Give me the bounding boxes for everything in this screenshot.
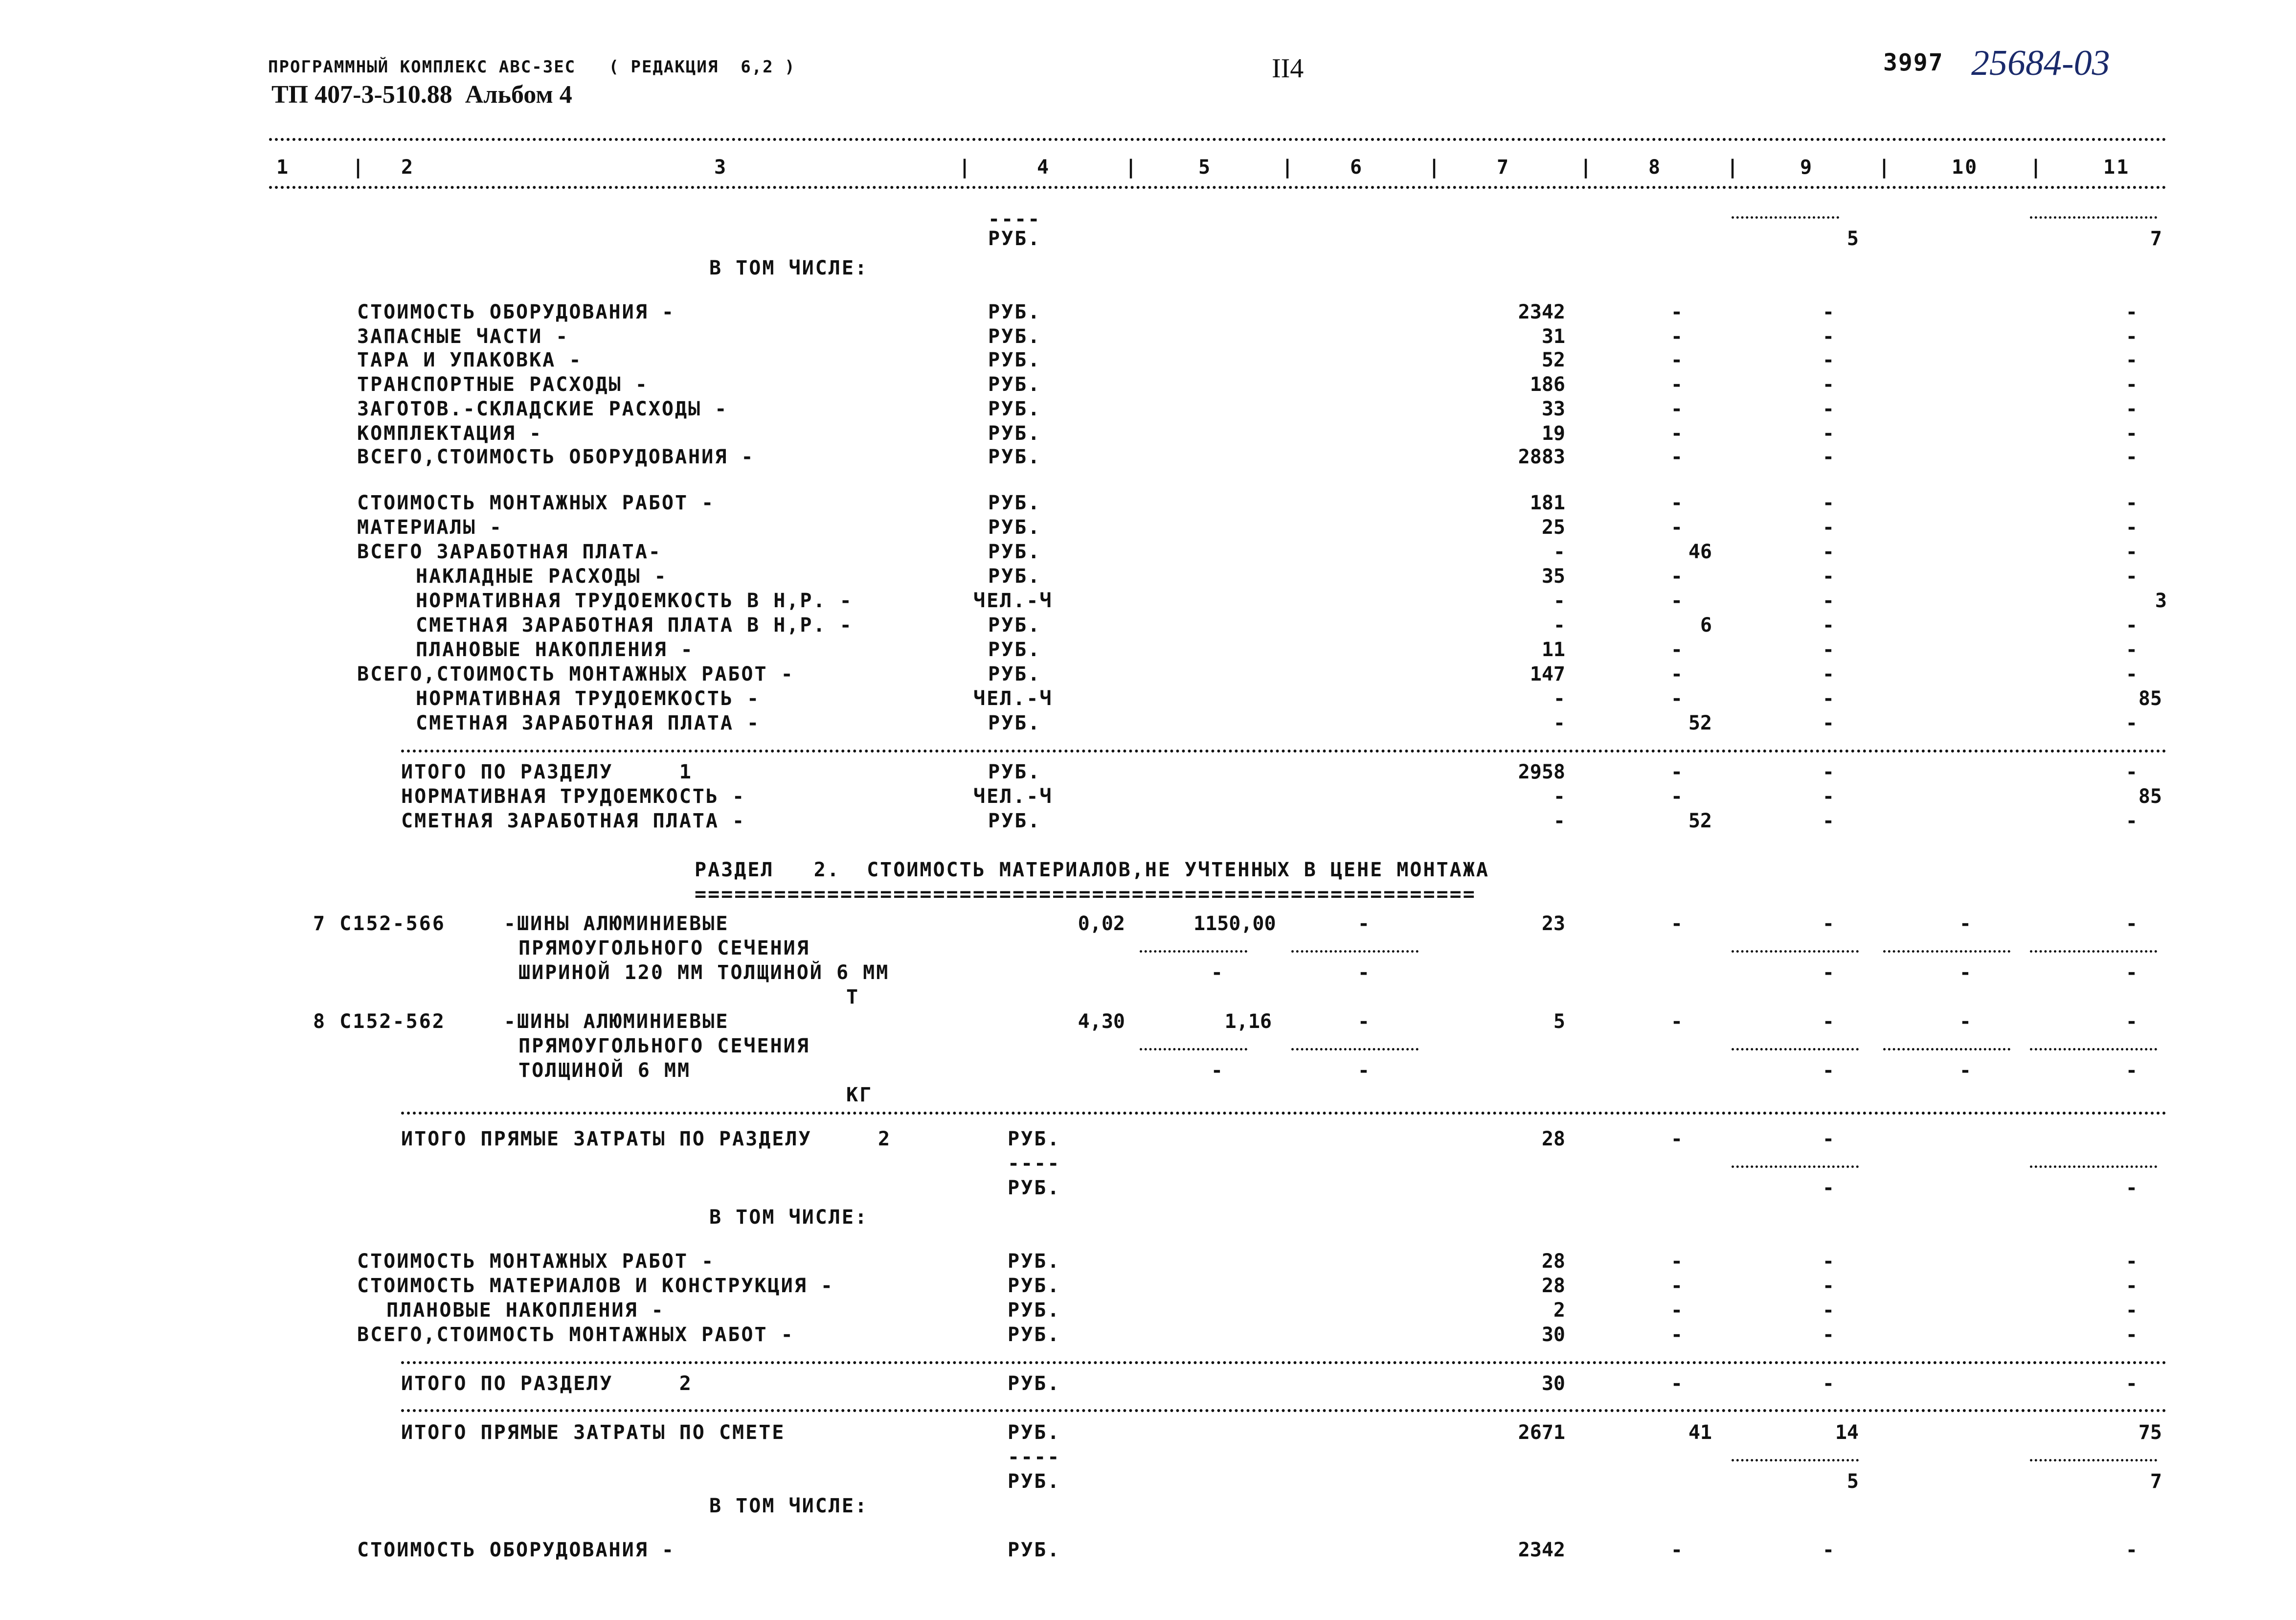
table-row-text: Т (846, 986, 860, 1008)
table-cell-value: 23 (1541, 913, 1565, 935)
table-cell-value: - (1822, 1275, 1834, 1297)
table-cell-value: - (1670, 761, 1683, 783)
table-row-text: РУБ. (988, 516, 1041, 539)
column-separator: | (352, 156, 366, 179)
column-header-4: 4 (1037, 156, 1051, 179)
table-cell-value: - (1822, 1059, 1834, 1082)
table-cell-value: - (1822, 516, 1834, 539)
table-row-text: ---- (1008, 1446, 1061, 1468)
table-row-text: МАТЕРИАЛЫ - (357, 516, 503, 539)
table-row-text: СМЕТНАЯ ЗАРАБОТНАЯ ПЛАТА - (416, 712, 761, 734)
subtotal-rule (1883, 1048, 2010, 1050)
table-cell-value: 1150,00 (1193, 913, 1276, 935)
table-cell-value: - (1822, 639, 1834, 661)
subtotal-rule (2030, 1165, 2157, 1168)
table-cell-value: 2 (1553, 1299, 1565, 1322)
table-cell-value: - (2125, 516, 2138, 539)
table-cell-value: - (2125, 1177, 2138, 1199)
table-cell-value: - (2125, 446, 2138, 468)
table-cell-value: - (1357, 961, 1370, 984)
table-row-text: ЧЕЛ.-Ч (973, 687, 1053, 710)
table-cell-value: - (1822, 1250, 1834, 1273)
table-cell-value: 46 (1688, 541, 1712, 563)
table-cell-value: 2958 (1518, 761, 1565, 783)
rule-top (269, 138, 2167, 141)
table-row-text: РУБ. (988, 349, 1041, 371)
table-row-text: РУБ. (1008, 1323, 1061, 1346)
table-row-text: ЗАГОТОВ.-СКЛАДСКИЕ РАСХОДЫ - (357, 398, 728, 420)
table-row-text: ПЛАНОВЫЕ НАКОПЛЕНИЯ - (416, 639, 694, 661)
table-cell-value: - (2125, 810, 2138, 832)
table-cell-value: - (2125, 639, 2138, 661)
table-row-text: ИТОГО ПО РАЗДЕЛУ 2 (401, 1372, 693, 1395)
table-row-text: КОМПЛЕКТАЦИЯ - (357, 422, 543, 445)
table-cell-value: - (1822, 422, 1834, 445)
table-cell-value: - (1670, 913, 1683, 935)
table-row-text: РУБ. (1008, 1128, 1061, 1150)
table-row-text: ---- (988, 208, 1041, 230)
table-cell-value: - (2125, 422, 2138, 445)
column-separator: | (1727, 156, 1740, 179)
table-row-text: ЧЕЛ.-Ч (973, 590, 1053, 612)
column-separator: | (1428, 156, 1442, 179)
table-row-text: ПЛАНОВЫЕ НАКОПЛЕНИЯ - (386, 1299, 665, 1322)
table-row-text: -ШИНЫ АЛЮМИНИЕВЫЕ (504, 1010, 729, 1033)
table-cell-value: - (2125, 1275, 2138, 1297)
table-cell-value: - (1670, 516, 1683, 539)
table-row-text: ПРЯМОУГОЛЬНОГО СЕЧЕНИЯ (518, 1035, 810, 1057)
column-header-7: 7 (1497, 156, 1510, 179)
table-cell-value: 4,30 (1078, 1010, 1125, 1033)
column-header-8: 8 (1648, 156, 1662, 179)
column-header-3: 3 (714, 156, 728, 179)
table-cell-value: 6 (1700, 614, 1712, 637)
table-cell-value: - (1670, 1128, 1683, 1150)
table-cell-value: 0,02 (1078, 913, 1125, 935)
table-row-text: ПРЯМОУГОЛЬНОГО СЕЧЕНИЯ (518, 937, 810, 959)
table-cell-value: - (2125, 398, 2138, 420)
table-cell-value: - (1822, 492, 1834, 514)
table-cell-value: - (1822, 1177, 1834, 1199)
table-cell-value: - (1822, 810, 1834, 832)
table-cell-value: - (1670, 590, 1683, 612)
album-header: ТП 407-3-510.88 Альбом 4 (271, 81, 572, 109)
table-cell-value: - (2125, 1539, 2138, 1561)
column-header-11: 11 (2103, 156, 2130, 179)
table-row-text: РУБ. (988, 810, 1041, 832)
table-cell-value: - (2125, 565, 2138, 588)
table-cell-value: 41 (1688, 1421, 1712, 1444)
section-rule (401, 1112, 2167, 1115)
table-row-text: РУБ. (1008, 1275, 1061, 1297)
table-row-text: РУБ. (988, 663, 1041, 685)
table-cell-value: - (2125, 325, 2138, 348)
subtotal-rule (1291, 1048, 1418, 1050)
column-header-9: 9 (1800, 156, 1814, 179)
subtotal-rule (1732, 1459, 1859, 1461)
table-row-text: СТОИМОСТЬ МАТЕРИАЛОВ И КОНСТРУКЦИЯ - (357, 1275, 834, 1297)
table-cell-value: - (2125, 761, 2138, 783)
table-cell-value: 28 (1541, 1128, 1565, 1150)
table-cell-value: - (2125, 663, 2138, 685)
table-cell-value: 30 (1541, 1372, 1565, 1395)
subtotal-rule (2030, 216, 2157, 219)
table-row-text: -ШИНЫ АЛЮМИНИЕВЫЕ (504, 913, 729, 935)
subtotal-rule (1140, 1048, 1247, 1050)
table-cell-value: 85 (2138, 785, 2162, 808)
table-cell-value: - (1822, 785, 1834, 808)
table-cell-value: - (1822, 1010, 1834, 1033)
table-cell-value: - (1211, 1059, 1223, 1082)
subtotal-rule (1883, 950, 2010, 953)
column-separator: | (1580, 156, 1594, 179)
table-cell-value: - (2125, 1010, 2138, 1033)
table-cell-value: - (1822, 687, 1834, 710)
table-cell-value: - (2125, 349, 2138, 371)
table-row-text: ИТОГО ПРЯМЫЕ ЗАТРАТЫ ПО СМЕТЕ (401, 1421, 786, 1444)
table-cell-value: - (1553, 541, 1565, 563)
table-cell-value: - (1822, 398, 1834, 420)
table-cell-value: - (2125, 1299, 2138, 1322)
table-cell-value: - (1822, 301, 1834, 323)
table-cell-value: - (1822, 565, 1834, 588)
table-cell-value: 85 (2138, 687, 2162, 710)
table-cell-value: - (2125, 492, 2138, 514)
table-row-text: РУБ. (988, 492, 1041, 514)
table-cell-value: - (1822, 913, 1834, 935)
table-cell-value: - (1822, 712, 1834, 734)
table-cell-value: - (1553, 614, 1565, 637)
table-cell-value: - (1670, 1299, 1683, 1322)
table-row-text: 8 С152-562 (313, 1010, 446, 1033)
table-cell-value: - (1822, 761, 1834, 783)
table-row-text: ТРАНСПОРТНЫЕ РАСХОДЫ - (357, 373, 649, 396)
table-cell-value: - (1553, 810, 1565, 832)
table-row-text: РУБ. (988, 761, 1041, 783)
table-cell-value: - (1357, 1059, 1370, 1082)
table-cell-value: 75 (2138, 1421, 2162, 1444)
table-row-text: ИТОГО ПО РАЗДЕЛУ 1 (401, 761, 693, 783)
table-row-text: РУБ. (988, 614, 1041, 637)
table-cell-value: 2671 (1518, 1421, 1565, 1444)
column-header-10: 10 (1952, 156, 1979, 179)
table-cell-value: 2342 (1518, 301, 1565, 323)
table-row-text: РУБ. (1008, 1372, 1061, 1395)
document-code: 3997 (1883, 49, 1944, 76)
column-header-6: 6 (1350, 156, 1364, 179)
table-cell-value: - (1959, 1059, 1971, 1082)
table-row-text: ШИРИНОЙ 120 ММ ТОЛЩИНОЙ 6 ММ (518, 961, 890, 984)
table-cell-value: - (1670, 325, 1683, 348)
table-cell-value: - (1670, 663, 1683, 685)
column-separator: | (2030, 156, 2044, 179)
table-cell-value: - (2125, 301, 2138, 323)
table-cell-value: - (2125, 913, 2138, 935)
table-cell-value: - (1822, 1299, 1834, 1322)
table-cell-value: - (1670, 398, 1683, 420)
subtotal-rule (1291, 950, 1418, 953)
table-row-text: ВСЕГО ЗАРАБОТНАЯ ПЛАТА- (357, 541, 662, 563)
table-cell-value: - (2125, 712, 2138, 734)
table-cell-value: - (1357, 913, 1370, 935)
table-cell-value: - (2125, 961, 2138, 984)
section-rule (401, 1361, 2167, 1364)
table-row-text: РУБ. (988, 446, 1041, 468)
table-row-text: В ТОМ ЧИСЛЕ: (709, 257, 868, 279)
table-cell-value: 7 (2150, 228, 2162, 250)
table-row-text: ВСЕГО,СТОИМОСТЬ ОБОРУДОВАНИЯ - (357, 446, 755, 468)
table-cell-value: - (2125, 373, 2138, 396)
table-cell-value: - (1670, 1010, 1683, 1033)
table-cell-value: - (1670, 373, 1683, 396)
table-row-text: РУБ. (1008, 1299, 1061, 1322)
subtotal-rule (1732, 216, 1839, 219)
table-cell-value: - (1670, 687, 1683, 710)
table-cell-value: 28 (1541, 1250, 1565, 1273)
table-cell-value: 2342 (1518, 1539, 1565, 1561)
rule-header (269, 186, 2167, 189)
table-row-text: НОРМАТИВНАЯ ТРУДОЕМКОСТЬ - (416, 687, 761, 710)
table-cell-value: - (1670, 785, 1683, 808)
table-row-text: РУБ. (988, 422, 1041, 445)
table-row-text: СТОИМОСТЬ ОБОРУДОВАНИЯ - (357, 301, 675, 323)
column-separator: | (959, 156, 972, 179)
table-cell-value: - (2125, 1059, 2138, 1082)
table-row-text: РУБ. (988, 565, 1041, 588)
table-cell-value: 5 (1846, 1470, 1859, 1493)
subtotal-rule (1732, 1048, 1859, 1050)
table-row-text: НОРМАТИВНАЯ ТРУДОЕМКОСТЬ В Н,Р. - (416, 590, 853, 612)
table-cell-value: 31 (1541, 325, 1565, 348)
table-cell-value: 35 (1541, 565, 1565, 588)
table-row-text: РУБ. (988, 541, 1041, 563)
table-cell-value: 181 (1530, 492, 1565, 514)
table-cell-value: - (1822, 1539, 1834, 1561)
table-cell-value: - (1822, 373, 1834, 396)
column-separator: | (1125, 156, 1139, 179)
table-cell-value: 7 (2150, 1470, 2162, 1493)
table-cell-value: - (1822, 1128, 1834, 1150)
table-row-text: РУБ. (1008, 1421, 1061, 1444)
table-cell-value: - (1211, 961, 1223, 984)
table-row-text: РУБ. (988, 301, 1041, 323)
table-row-text: ВСЕГО,СТОИМОСТЬ МОНТАЖНЫХ РАБОТ - (357, 1323, 794, 1346)
table-cell-value: 147 (1530, 663, 1565, 685)
table-cell-value: - (1670, 1323, 1683, 1346)
table-cell-value: - (1959, 913, 1971, 935)
subtotal-rule (1732, 950, 1859, 953)
program-header: ПРОГРАММНЫЙ КОМПЛЕКС АВС-ЗЕС ( РЕДАКЦИЯ 6,2 ) (268, 57, 796, 77)
table-row-text: НОРМАТИВНАЯ ТРУДОЕМКОСТЬ - (401, 785, 746, 808)
table-row-text: РУБ. (1008, 1250, 1061, 1273)
table-cell-value: - (2125, 614, 2138, 637)
table-row-text: ТАРА И УПАКОВКА - (357, 349, 583, 371)
table-row-text: РУБ. (1008, 1177, 1061, 1199)
table-cell-value: - (1553, 590, 1565, 612)
table-cell-value: 3 (2155, 590, 2167, 612)
table-cell-value: - (1670, 446, 1683, 468)
column-header-5: 5 (1198, 156, 1212, 179)
table-cell-value: - (1553, 785, 1565, 808)
table-cell-value: - (1670, 301, 1683, 323)
table-cell-value: - (1670, 422, 1683, 445)
table-cell-value: 14 (1835, 1421, 1859, 1444)
table-cell-value: - (1822, 614, 1834, 637)
table-cell-value: 52 (1688, 712, 1712, 734)
table-cell-value: 5 (1553, 1010, 1565, 1033)
table-row-text: РАЗДЕЛ 2. СТОИМОСТЬ МАТЕРИАЛОВ,НЕ УЧТЕННЫХ В ЦЕНЕ МОНТАЖА (695, 859, 1489, 881)
table-row-text: КГ (846, 1084, 873, 1106)
table-cell-value: - (1670, 1250, 1683, 1273)
table-cell-value: - (1822, 541, 1834, 563)
table-cell-value: - (1822, 1323, 1834, 1346)
table-cell-value: 2883 (1518, 446, 1565, 468)
subtotal-rule (1732, 1165, 1859, 1168)
table-row-text: СТОИМОСТЬ МОНТАЖНЫХ РАБОТ - (357, 1250, 715, 1273)
section-rule (401, 750, 2167, 753)
table-row-text: ЗАПАСНЫЕ ЧАСТИ - (357, 325, 569, 348)
table-cell-value: 186 (1530, 373, 1565, 396)
table-cell-value: - (2125, 1372, 2138, 1395)
page-number: II4 (1272, 53, 1304, 84)
table-cell-value: - (1822, 1372, 1834, 1395)
table-cell-value: 28 (1541, 1275, 1565, 1297)
table-cell-value: - (1822, 325, 1834, 348)
table-row-text: ВСЕГО,СТОИМОСТЬ МОНТАЖНЫХ РАБОТ - (357, 663, 794, 685)
column-header-2: 2 (401, 156, 415, 179)
table-cell-value: - (2125, 1323, 2138, 1346)
table-row-text: СМЕТНАЯ ЗАРАБОТНАЯ ПЛАТА В Н,Р. - (416, 614, 853, 637)
table-row-text: РУБ. (1008, 1539, 1061, 1561)
table-cell-value: - (1553, 712, 1565, 734)
column-separator: | (1878, 156, 1892, 179)
subtotal-rule (2030, 1048, 2157, 1050)
table-row-text: НАКЛАДНЫЕ РАСХОДЫ - (416, 565, 668, 588)
table-cell-value: 33 (1541, 398, 1565, 420)
table-cell-value: - (1670, 492, 1683, 514)
table-row-text: ИТОГО ПРЯМЫЕ ЗАТРАТЫ ПО РАЗДЕЛУ 2 (401, 1128, 892, 1150)
table-cell-value: 52 (1688, 810, 1712, 832)
table-row-text: =========================================================== (695, 883, 1476, 906)
table-cell-value: 52 (1541, 349, 1565, 371)
table-row-text: ЧЕЛ.-Ч (973, 785, 1053, 808)
table-cell-value: - (1822, 349, 1834, 371)
subtotal-rule (2030, 1459, 2157, 1461)
table-row-text: СМЕТНАЯ ЗАРАБОТНАЯ ПЛАТА - (401, 810, 746, 832)
table-cell-value: 25 (1541, 516, 1565, 539)
table-row-text: В ТОМ ЧИСЛЕ: (709, 1206, 868, 1229)
table-row-text: РУБ. (988, 398, 1041, 420)
table-cell-value: - (1959, 1010, 1971, 1033)
table-cell-value: 11 (1541, 639, 1565, 661)
table-cell-value: - (1553, 687, 1565, 710)
table-cell-value: - (1670, 1539, 1683, 1561)
table-row-text: РУБ. (988, 325, 1041, 348)
table-row-text: РУБ. (988, 228, 1041, 250)
table-cell-value: - (1959, 961, 1971, 984)
table-cell-value: - (1670, 1372, 1683, 1395)
table-row-text: РУБ. (988, 712, 1041, 734)
column-header-1: 1 (276, 156, 290, 179)
table-cell-value: 30 (1541, 1323, 1565, 1346)
table-cell-value: - (2125, 1250, 2138, 1273)
handwritten-number: 25684-03 (1971, 43, 2110, 83)
table-row-text: В ТОМ ЧИСЛЕ: (709, 1495, 868, 1517)
table-cell-value: - (1670, 639, 1683, 661)
table-cell-value: 19 (1541, 422, 1565, 445)
table-cell-value: - (2125, 541, 2138, 563)
table-row-text: ---- (1008, 1152, 1061, 1175)
table-row-text: ТОЛЩИНОЙ 6 ММ (518, 1059, 691, 1082)
section-rule (401, 1409, 2167, 1412)
table-cell-value: - (1822, 663, 1834, 685)
table-cell-value: 5 (1846, 228, 1859, 250)
table-cell-value: - (1822, 961, 1834, 984)
table-row-text: РУБ. (988, 373, 1041, 396)
table-row-text: РУБ. (1008, 1470, 1061, 1493)
table-cell-value: - (1822, 590, 1834, 612)
column-separator: | (1282, 156, 1295, 179)
subtotal-rule (2030, 950, 2157, 953)
table-cell-value: - (1670, 565, 1683, 588)
table-cell-value: - (1670, 1275, 1683, 1297)
table-cell-value: - (1822, 446, 1834, 468)
table-row-text: 7 С152-566 (313, 913, 446, 935)
table-row-text: СТОИМОСТЬ ОБОРУДОВАНИЯ - (357, 1539, 675, 1561)
table-row-text: РУБ. (988, 639, 1041, 661)
table-cell-value: - (1357, 1010, 1370, 1033)
table-row-text: СТОИМОСТЬ МОНТАЖНЫХ РАБОТ - (357, 492, 715, 514)
subtotal-rule (1140, 950, 1247, 953)
table-cell-value: - (1670, 349, 1683, 371)
table-cell-value: 1,16 (1224, 1010, 1272, 1033)
